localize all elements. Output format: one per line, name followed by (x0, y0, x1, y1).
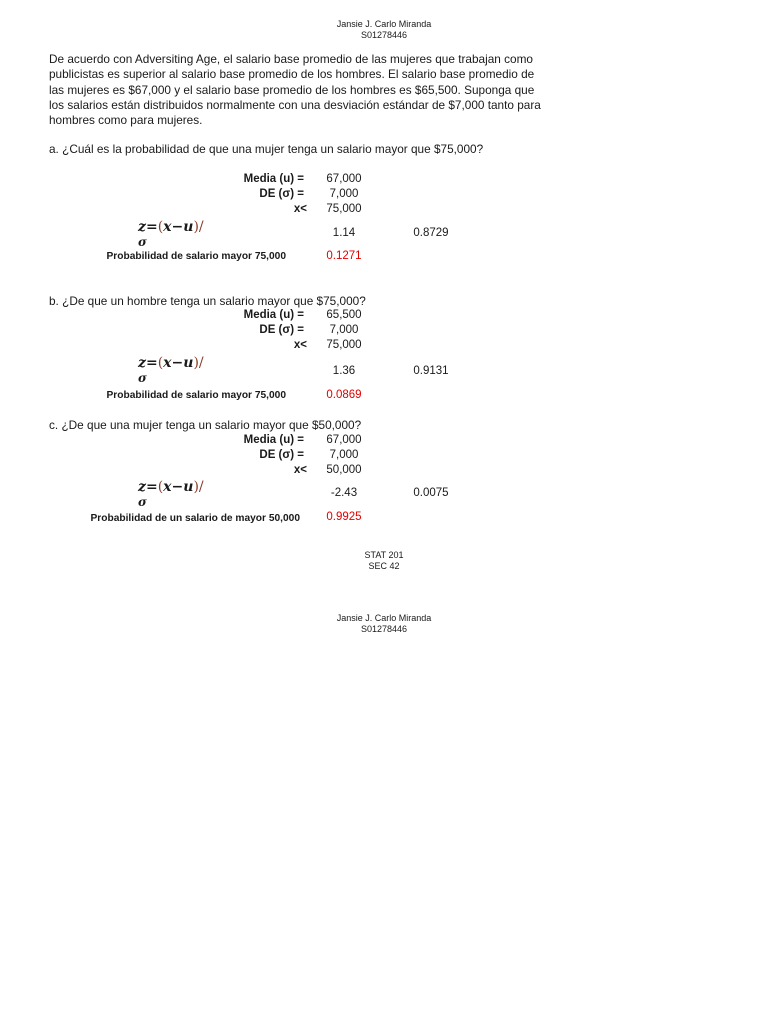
cdf-value-a: 0.8729 (413, 227, 449, 239)
value-x-a: 75,000 (326, 203, 362, 215)
label-x-a: x< (293, 203, 307, 215)
probability-value-c: 0.9925 (326, 511, 362, 523)
z-formula-a: z=(x−u)/ σ (138, 219, 204, 249)
z-score-b: 1.36 (332, 365, 356, 377)
z-formula-b: z=(x−u)/ σ (138, 355, 204, 385)
footer-student-id: S01278446 (360, 624, 408, 634)
value-de-b: 7,000 (329, 324, 359, 336)
probability-label-a: Probabilidad de salario mayor 75,000 (106, 251, 286, 262)
cdf-value-b: 0.9131 (413, 365, 449, 377)
label-x-c: x< (293, 464, 307, 476)
label-media-b: Media (u) = (243, 309, 304, 321)
header-student-id: S01278446 (360, 30, 408, 40)
question-b: b. ¿De que un hombre tenga un salario mayor que $75,000? (49, 294, 366, 308)
value-media-b: 65,500 (326, 309, 362, 321)
probability-value-a: 0.1271 (326, 250, 362, 262)
probability-label-c: Probabilidad de un salario de mayor 50,000 (90, 513, 300, 524)
value-de-c: 7,000 (329, 449, 359, 461)
label-x-b: x< (293, 339, 307, 351)
probability-label-b: Probabilidad de salario mayor 75,000 (106, 390, 286, 401)
label-media-a: Media (u) = (243, 173, 304, 185)
question-a: a. ¿Cuál es la probabilidad de que una mujer tenga un salario mayor que $75,000? (49, 142, 484, 156)
cdf-value-c: 0.0075 (413, 487, 449, 499)
value-media-a: 67,000 (326, 173, 362, 185)
value-x-c: 50,000 (326, 464, 362, 476)
probability-value-b: 0.0869 (326, 389, 362, 401)
label-de-b: DE (σ) = (259, 324, 304, 336)
question-c: c. ¿De que una mujer tenga un salario mayor que $50,000? (49, 418, 362, 432)
problem-statement: De acuerdo con Adversiting Age, el salario base promedio de las mujeres que trabajan como publicistas es superior al salario base promedio de los hombres. El salario base promedio de las mujeres es $67,000 y el salario base promedio de los hombres es $65,500. Suponga que los salarios están distribuidos normalmente con una desviación estándar de $7,000 tanto para hombres como para mujeres. (49, 52, 541, 128)
label-de-c: DE (σ) = (259, 449, 304, 461)
label-de-a: DE (σ) = (259, 188, 304, 200)
value-de-a: 7,000 (329, 188, 359, 200)
footer-name: Jansie J. Carlo Miranda (336, 613, 432, 623)
header-name: Jansie J. Carlo Miranda (336, 19, 432, 29)
z-score-c: -2.43 (330, 487, 358, 499)
value-media-c: 67,000 (326, 434, 362, 446)
label-media-c: Media (u) = (243, 434, 304, 446)
footer-section: SEC 42 (368, 561, 400, 571)
footer-course: STAT 201 (364, 550, 404, 560)
z-formula-c: z=(x−u)/ σ (138, 479, 204, 509)
z-score-a: 1.14 (332, 227, 356, 239)
value-x-b: 75,000 (326, 339, 362, 351)
